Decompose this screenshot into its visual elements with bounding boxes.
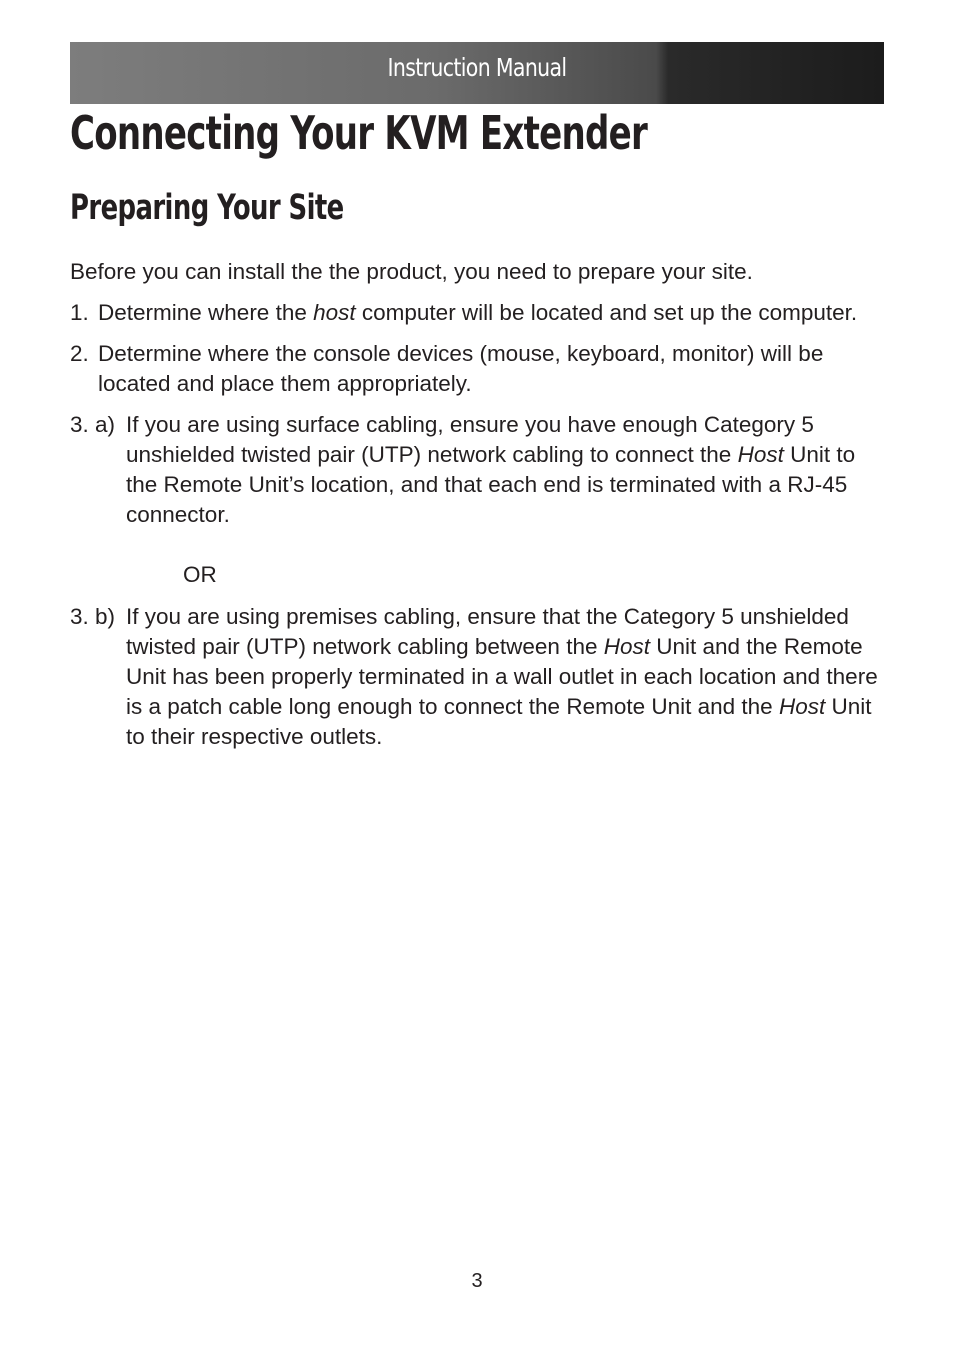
list-text: Determine where the [98, 300, 314, 325]
list-text: If you are using premises cabling, ensure that the Category 5 unshielded twisted pair (UTP) network cabling between the [126, 604, 849, 659]
list-text: If you are using surface cabling, ensure you have enough Category 5 unshielded twisted pair (UTP) network cabling to connect the [126, 412, 814, 467]
page-title: Connecting Your KVM Extender [70, 106, 648, 160]
list-item-2 [70, 339, 880, 399]
header-bar [70, 42, 884, 104]
list-text: Unit to the Remote Unit’s location, and that each end is terminated with a RJ-45 connector. [126, 442, 856, 527]
section-title: Preparing Your Site [70, 188, 344, 228]
intro-paragraph: Before you can install the the product, you need to prepare your site. [70, 259, 753, 284]
or-separator: OR [183, 562, 217, 587]
list-text-emphasis: Host [603, 634, 650, 659]
list-text-emphasis: Host [737, 442, 784, 467]
list-text: Determine where the console devices (mouse, keyboard, monitor) will be located and place them appropriately. [98, 341, 824, 396]
list-text: Unit to their respective outlets. [126, 694, 872, 749]
list-number: 3. b) [70, 604, 116, 629]
list-number: 3. a) [70, 412, 116, 437]
page-number: 3 [471, 1270, 483, 1292]
list-text-emphasis: host [313, 300, 356, 325]
header-title: Instruction Manual [387, 53, 567, 82]
list-number: 2. [70, 341, 89, 366]
list-item-3b [70, 602, 880, 752]
body-content [70, 257, 880, 752]
list-text: Unit and the Remote Unit has been properly terminated in a wall outlet in each location and there is a patch cable long enough to connect the Remote Unit and the [126, 634, 878, 719]
list-item-3a [70, 410, 880, 530]
list-text-emphasis: Host [778, 694, 826, 719]
list-item-1 [70, 298, 880, 328]
list-text: computer will be located and set up the computer. [355, 300, 858, 325]
list-number: 1. [70, 300, 89, 325]
